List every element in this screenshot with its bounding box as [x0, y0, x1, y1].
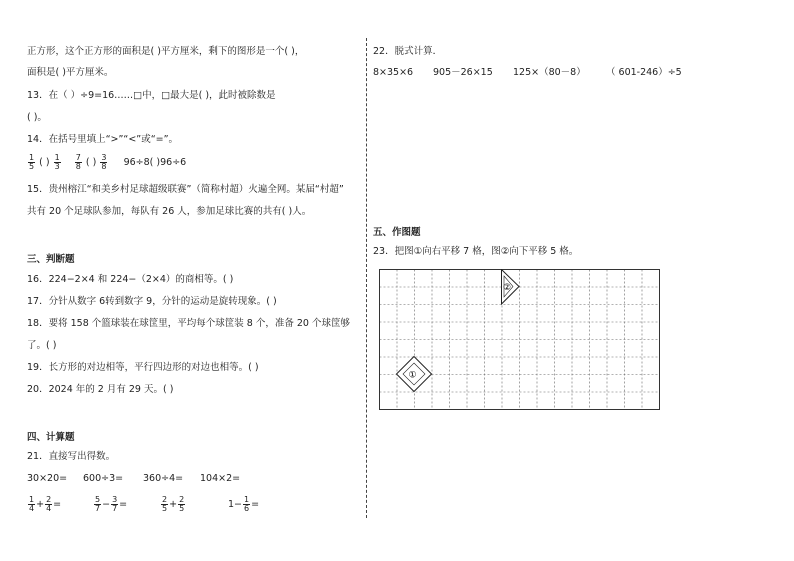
calc-item: 30×20= — [27, 473, 68, 484]
q16: 16．224−2×4 和 224−（2×4）的商相等。( ) — [27, 274, 234, 285]
fraction: $\frac{1}{3}$ — [54, 153, 60, 171]
frac-calc-item: $\frac{2}{5}$ + $\frac{2}{5}$ — [162, 495, 185, 513]
answer-blank[interactable]: ( ) — [39, 157, 50, 168]
section-3-title: 三、判断题 — [27, 254, 75, 265]
shape-1[interactable] — [397, 357, 432, 392]
calc-item: 104×2= — [200, 473, 241, 484]
frac-calc-item: $\frac{1}{4}$ + $\frac{2}{4}$ = — [29, 495, 62, 513]
calc-item: （ 601-246）÷5 — [606, 67, 682, 78]
fraction: $\frac{7}{8}$ — [75, 153, 81, 171]
q13-line2: ( )。 — [27, 112, 47, 123]
section-4-title: 四、计算题 — [27, 432, 75, 443]
shape-2[interactable] — [502, 270, 520, 305]
q14-title: 14．在括号里填上“>”“<”或“=”。 — [27, 134, 178, 145]
section-5-title: 五、作图题 — [373, 227, 421, 238]
fraction: $\frac{1}{5}$ — [29, 153, 35, 171]
q15-line1: 15．贵州榕江“和美乡村足球超级联赛”（简称村超）火遍全网。某届“村超” — [27, 184, 344, 195]
q18-line1: 18．要将 158 个篮球装在球筐里，平均每个球筐装 8 个，准备 20 个球筐够 — [27, 318, 350, 329]
q23: 23．把图①向右平移 7 格，图②向下平移 5 格。 — [373, 246, 579, 257]
shape-2-label: ② — [503, 283, 512, 293]
calc-item: 360÷4= — [143, 473, 184, 484]
q18-line2: 了。( ) — [27, 340, 57, 351]
column-divider — [366, 38, 367, 518]
calc-item: 905－26×15 — [433, 67, 493, 78]
q14-comparisons — [27, 153, 186, 173]
shape-1-label: ① — [408, 370, 417, 381]
drawing-grid[interactable] — [379, 269, 661, 411]
q13-line1: 13．在（ ）÷9=16……□中，□最大是( )，此时被除数是 — [27, 90, 276, 101]
calc-item: 600÷3= — [83, 473, 124, 484]
grid-lines — [380, 270, 660, 410]
frac-calc-item: $\frac{5}{7}$ − $\frac{3}{7}$ = — [95, 495, 128, 513]
q15-line2: 共有 20 个足球队参加，每队有 26 人，参加足球比赛的共有( )人。 — [27, 206, 312, 217]
fraction: $\frac{3}{8}$ — [101, 153, 107, 171]
q19: 19．长方形的对边相等，平行四边形的对边也相等。( ) — [27, 362, 259, 373]
q20: 20．2024 年的 2 月有 29 天。( ) — [27, 384, 174, 395]
q12-line2: 面积是( )平方厘米。 — [27, 67, 114, 78]
calc-item: 125×（80－8） — [513, 67, 586, 78]
calc-item: 8×35×6 — [373, 67, 414, 78]
q22: 22．脱式计算． — [373, 46, 443, 57]
q21: 21．直接写出得数。 — [27, 451, 116, 462]
q14-tail: 96÷8( )96÷6 — [123, 157, 187, 168]
frac-calc-item: 1− $\frac{1}{6}$ = — [228, 495, 260, 513]
q12-line1: 正方形，这个正方形的面积是( )平方厘米，剩下的图形是一个( )， — [27, 46, 305, 57]
q17: 17．分针从数字 6转到数字 9，分针的运动是旋转现象。( ) — [27, 296, 277, 307]
answer-blank[interactable]: ( ) — [85, 157, 97, 168]
